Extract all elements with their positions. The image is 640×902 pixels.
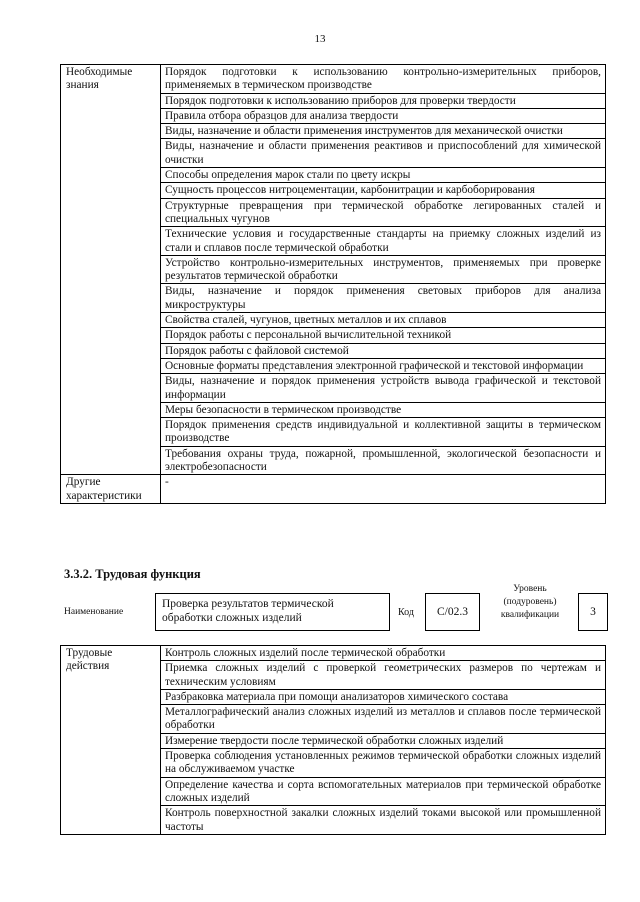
actions-item: Измерение твердости после термической обработки сложных изделий [161, 733, 606, 748]
knowledge-item: Технические условия и государственные стандарты на приемку сложных изделий из стали и сплавов после термической обработки [161, 227, 606, 256]
section-title: 3.3.2. Трудовая функция [64, 567, 201, 581]
other-label: Другие характеристики [61, 475, 161, 504]
actions-item: Разбраковка материала при помощи анализаторов химического состава [161, 689, 606, 704]
actions-table [60, 645, 606, 835]
knowledge-item: Виды, назначение и порядок применения устройств вывода графической и текстовой информации [161, 374, 606, 403]
knowledge-item: Виды, назначение и области применения инструментов для механической очистки [161, 124, 606, 139]
knowledge-item: Виды, назначение и порядок применения световых приборов для анализа микроструктуры [161, 284, 606, 313]
knowledge-item: Порядок работы с файловой системой [161, 343, 606, 358]
knowledge-item: Меры безопасности в термическом производстве [161, 402, 606, 417]
actions-item: Определение качества и сорта вспомогательных материалов при термической обработке сложных изделий [161, 777, 606, 806]
knowledge-item: Структурные превращения при термической обработке легированных сталей и специальных чугунов [161, 198, 606, 227]
actions-label: Трудовые действия [61, 646, 161, 835]
code-box: C/02.3 [425, 593, 480, 631]
knowledge-item: Требования охраны труда, пожарной, промышленной, экологической безопасности и электробезопасности [161, 446, 606, 475]
actions-item: Приемка сложных изделий с проверкой геометрических размеров по чертежам и техническим условиям [161, 661, 606, 690]
table-row [61, 646, 606, 661]
knowledge-item: Способы определения марок стали по цвету искры [161, 168, 606, 183]
knowledge-item: Порядок подготовки к использованию контрольно-измерительных приборов, применяемых в термическом производстве [161, 65, 606, 94]
qualification-level-label: Уровень (подуровень) квалификации [500, 584, 560, 620]
knowledge-item: Свойства сталей, чугунов, цветных металлов и их сплавов [161, 313, 606, 328]
actions-item: Металлографический анализ сложных изделий из металлов и сплавов после термической обработки [161, 705, 606, 734]
table-row [61, 475, 606, 504]
knowledge-item: Порядок подготовки к использованию приборов для проверки твердости [161, 93, 606, 108]
qualification-level-box: 3 [578, 593, 608, 631]
knowledge-item: Сущность процессов нитроцементации, карбонитрации и карбоборирования [161, 183, 606, 198]
knowledge-item: Устройство контрольно-измерительных инструментов, применяемых при проверке результатов термической обработки [161, 255, 606, 284]
page-number: 13 [314, 33, 326, 45]
knowledge-item: Порядок применения средств индивидуальной и коллективной защиты в термическом производстве [161, 418, 606, 447]
knowledge-table [60, 64, 606, 504]
knowledge-item: Правила отбора образцов для анализа твердости [161, 108, 606, 123]
name-label: Наименование [64, 607, 124, 617]
knowledge-item: Порядок работы с персональной вычислительной техникой [161, 328, 606, 343]
actions-item: Контроль сложных изделий после термической обработки [161, 646, 606, 661]
table-row [61, 65, 606, 94]
actions-item: Проверка соблюдения установленных режимов термической обработки сложных изделий на обслуживаемом участке [161, 749, 606, 778]
knowledge-item: Основные форматы представления электронной графической и текстовой информации [161, 358, 606, 373]
code-label: Код [398, 607, 414, 618]
actions-item: Контроль поверхностной закалки сложных изделий токами высокой или промышленной частоты [161, 806, 606, 835]
function-name-box: Проверка результатов термической обработки сложных изделий [155, 593, 390, 631]
knowledge-label: Необходимые знания [61, 65, 161, 475]
other-value: - [161, 475, 606, 504]
knowledge-item: Виды, назначение и области применения реактивов и приспособлений для химической очистки [161, 139, 606, 168]
